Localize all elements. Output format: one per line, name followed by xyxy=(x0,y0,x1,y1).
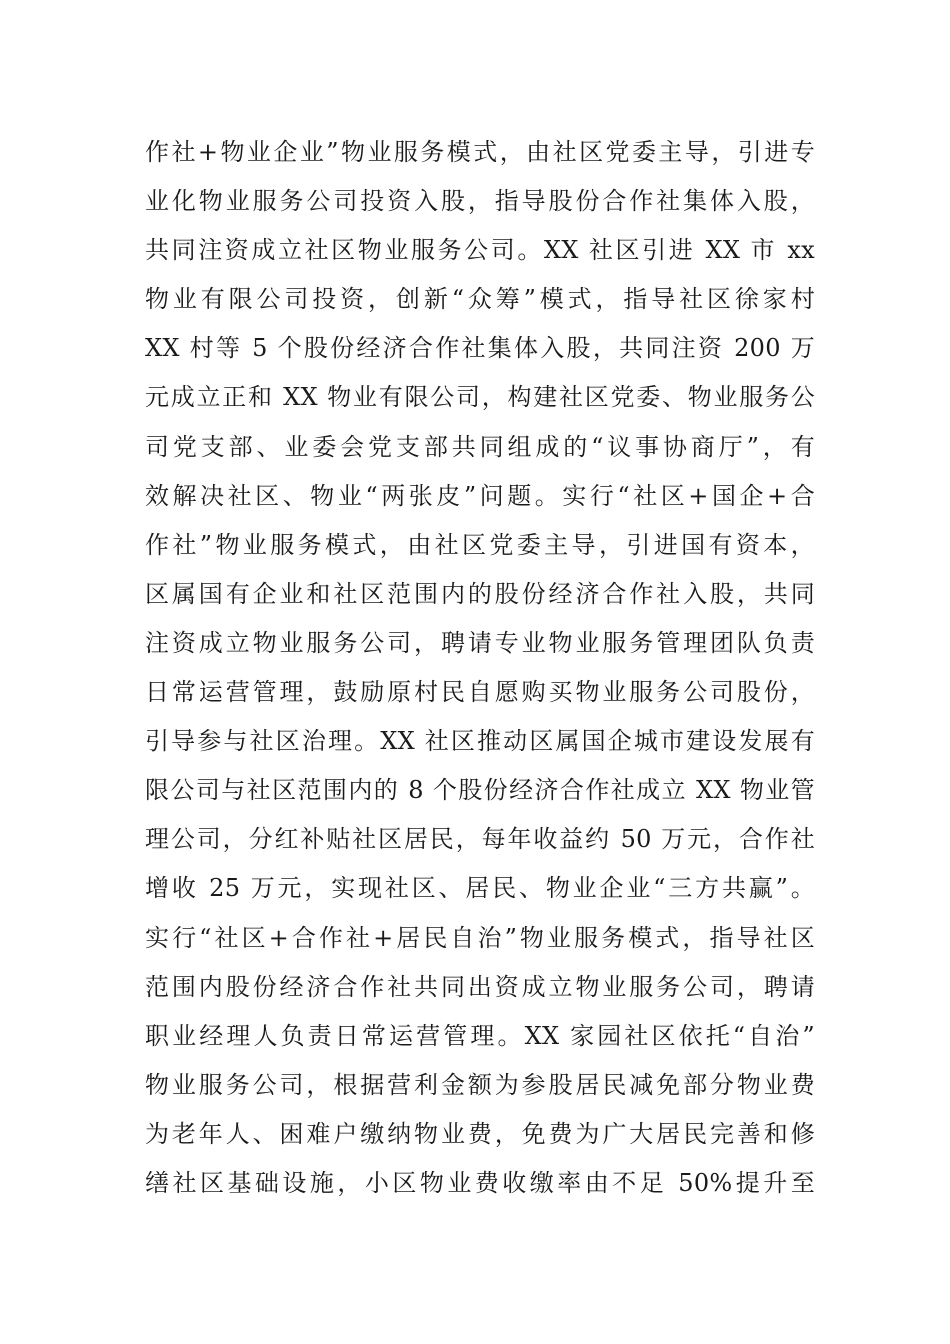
text-line: 缮社区基础设施，小区物业费收缴率由不足 50%提升至 xyxy=(145,1168,815,1197)
text-line: 司党支部、业委会党支部共同组成的“议事协商厅”，有 xyxy=(145,432,815,461)
text-line: 共同注资成立社区物业服务公司。XX 社区引进 XX 市 xx xyxy=(145,236,815,265)
text-line: 实行“社区+合作社+居民自治”物业服务模式，指导社区 xyxy=(145,923,815,952)
body-paragraph xyxy=(145,128,815,1208)
text-line: 业化物业服务公司投资入股，指导股份合作社集体入股， xyxy=(145,187,815,216)
text-line: 限公司与社区范围内的 8 个股份经济合作社成立 XX 物业管 xyxy=(145,776,815,805)
text-line: 注资成立物业服务公司，聘请专业物业服务管理团队负责 xyxy=(145,628,815,657)
text-line: 范围内股份经济合作社共同出资成立物业服务公司，聘请 xyxy=(145,972,815,1001)
text-line: 物业有限公司投资，创新“众筹”模式，指导社区徐家村 xyxy=(145,285,815,314)
text-line: 效解决社区、物业“两张皮”问题。实行“社区+国企+合 xyxy=(145,481,815,510)
text-line: 作社”物业服务模式，由社区党委主导，引进国有资本， xyxy=(145,530,815,559)
text-line: 物业服务公司，根据营利金额为参股居民减免部分物业费 xyxy=(145,1070,815,1099)
text-line: 作社+物业企业”物业服务模式，由社区党委主导，引进专 xyxy=(145,138,815,166)
text-line: 区属国有企业和社区范围内的股份经济合作社入股，共同 xyxy=(145,579,815,608)
text-line: 引导参与社区治理。XX 社区推动区属国企城市建设发展有 xyxy=(145,727,815,756)
text-line: 日常运营管理，鼓励原村民自愿购买物业服务公司股份， xyxy=(145,678,815,707)
text-line: 元成立正和 XX 物业有限公司，构建社区党委、物业服务公 xyxy=(145,383,815,412)
text-line: 增收 25 万元，实现社区、居民、物业企业“三方共赢”。 xyxy=(145,874,815,903)
text-line: 理公司，分红补贴社区居民，每年收益约 50 万元，合作社 xyxy=(145,825,815,854)
text-line: XX 村等 5 个股份经济合作社集体入股，共同注资 200 万 xyxy=(145,334,815,363)
text-line: 为老年人、困难户缴纳物业费，免费为广大居民完善和修 xyxy=(145,1119,815,1148)
text-line: 职业经理人负责日常运营管理。XX 家园社区依托“自治” xyxy=(145,1021,815,1050)
